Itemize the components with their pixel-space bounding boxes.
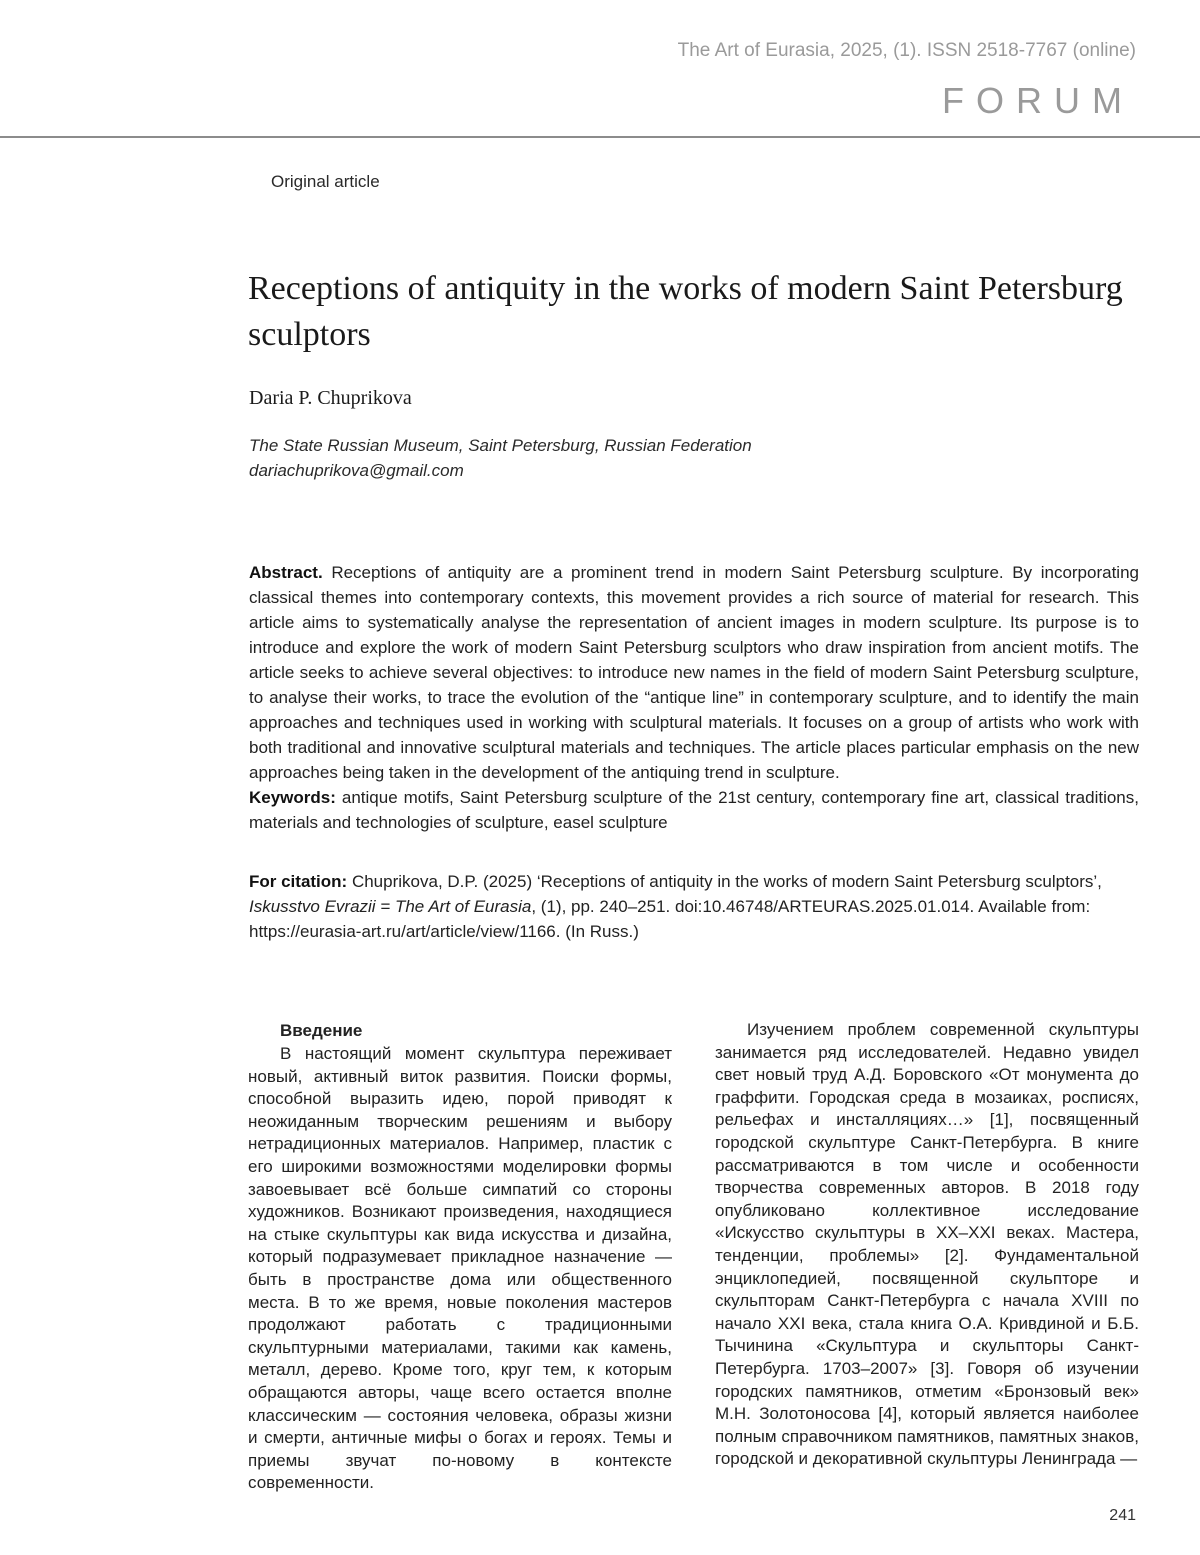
author-email[interactable]: dariachuprikova@gmail.com: [249, 461, 464, 480]
author-affiliation-block: [249, 433, 752, 483]
body-column-left: [248, 1019, 672, 1495]
article-title: Receptions of antiquity in the works of modern Saint Petersburg sculptors: [248, 270, 1123, 353]
body-paragraph: Изучением проблем современной скульптуры занимается ряд исследователей. Недавно увидел свет новый труд А.Д. Боровского «От монумента до граффити. Городская среда в мозаиках, росписях, рельефах и инсталляциях…» [1], посвященный городской скульптуре Санкт-Петербурга. В книге рассматриваются в том числе и особенности творчества современных авторов. В 2018 году опубликовано коллективное исследование «Искусство скульптуры в XX–XXI веках. Мастера, тенденции, проблемы» [2]. Фундаментальной энциклопедией, посвященной скульпторе и скульпторам Санкт-Петербурга с начала XVIII по начало XXI века, стала книга О.А. Кривдиной и Б.Б. Тычинина «Скульптура и скульпторы Санкт-Петербурга. 1703–2007» [3]. Говоря об изучении городских памятников, отметим «Бронзовый век» М.Н. Золотоносова [4], который является наиболее полным справочником памятников, памятных знаков, городской и декоративной скульптуры Ленинграда —: [715, 1020, 1139, 1469]
header-divider: [0, 136, 1200, 138]
citation-label: For citation:: [249, 872, 348, 891]
abstract-text: Receptions of antiquity are a prominent trend in modern Saint Petersburg sculpture. By incorporating classical themes into contemporary contexts, this movement provides a rich source of material for research. This article aims to systematically analyse the representation of ancient images in modern sculpture. Its purpose is to introduce and explore the work of modern Saint Petersburg sculptors who draw inspiration from ancient motifs. The article seeks to achieve several objectives: to introduce new names in the field of modern Saint Petersburg sculpture, to analyse their works, to trace the evolution of the “antique line” in contemporary sculpture, and to identify the main approaches and techniques used in working with sculptural materials. It focuses on a group of artists who work with both traditional and innovative sculptural materials and techniques. The article places particular emphasis on the new approaches being taken in the development of the antiquing trend in sculpture.: [249, 563, 1139, 782]
section-heading: Введение: [280, 1021, 363, 1040]
affiliation: The State Russian Museum, Saint Petersburg, Russian Federation: [249, 436, 752, 455]
keywords-text: antique motifs, Saint Petersburg sculpture of the 21st century, contemporary fine art, classical traditions, materials and technologies of sculpture, easel sculpture: [249, 788, 1139, 832]
journal-header: The Art of Eurasia, 2025, (1). ISSN 2518-7767 (online): [677, 40, 1136, 61]
article-type: Original article: [271, 172, 380, 191]
citation-text-2: , (1), pp. 240–251. doi:10.46748/ARTEURAS.2025.01.014. Available from: https://eurasia-art.ru/art/article/view/1166. (In Russ.): [249, 897, 1091, 941]
citation: [249, 869, 1139, 944]
abstract-label: Abstract.: [249, 563, 323, 582]
body-column-right: [715, 1019, 1139, 1471]
abstract: [249, 560, 1139, 835]
keywords-label: Keywords:: [249, 788, 336, 807]
author-name: Daria P. Chuprikova: [249, 387, 412, 409]
section-label: FORUM: [942, 80, 1134, 121]
body-paragraph: В настоящий момент скульптура переживает новый, активный виток развития. Поиски формы, способной выразить идею, порой приводят к неожиданным творческим решениям и выбору нетрадиционных материалов. Например, пластик с его широкими возможностями моделировки формы завоевывает всё больше симпатий со стороны художников. Возникают произведения, находящиеся на стыке скульптуры как вида искусства и дизайна, который подразумевает прикладное назначение — быть в пространстве дома или общественного места. В то же время, новые поколения мастеров продолжают работать с традиционными скульптурными материалами, такими как камень, металл, дерево. Кроме того, круг тем, к которым обращаются авторы, чаще всего остается вполне классическим — состояния человека, образы жизни и смерти, античные мифы о богах и героях. Темы и приемы звучат по-новому в контексте современности.: [248, 1044, 672, 1493]
page-number: 241: [1109, 1507, 1136, 1524]
citation-text-1: Chuprikova, D.P. (2025) ‘Receptions of antiquity in the works of modern Saint Petersburg sculptors’,: [351, 872, 1102, 891]
citation-journal: Iskusstvo Evrazii = The Art of Eurasia: [249, 897, 532, 916]
